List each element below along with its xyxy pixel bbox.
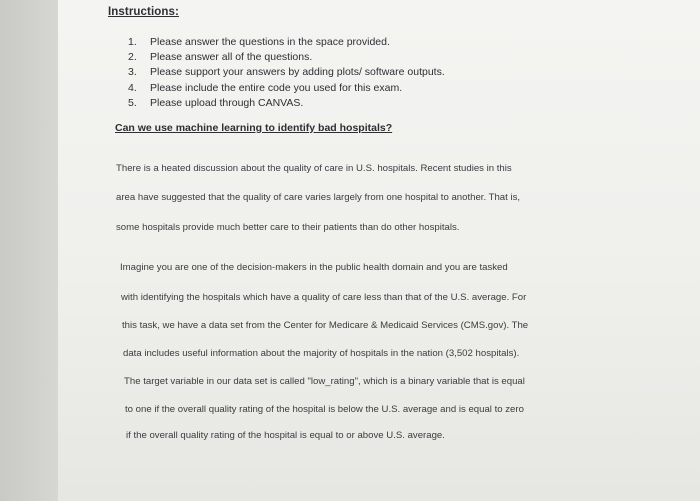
instruction-number: 1. xyxy=(128,36,137,48)
paragraph-line: some hospitals provide much better care to their patients than do other hospitals. xyxy=(116,222,460,233)
paragraph-line: to one if the overall quality rating of the hospital is below the U.S. average and is equal to zero xyxy=(125,404,524,415)
instruction-text: Please answer all of the questions. xyxy=(150,51,313,64)
instruction-number: 2. xyxy=(128,51,137,64)
instruction-text: Please support your answers by adding plots/ software outputs. xyxy=(150,66,445,79)
instruction-text: Please upload through CANVAS. xyxy=(150,96,304,109)
instruction-item xyxy=(128,65,445,80)
instruction-text: Please include the entire code you used for this exam. xyxy=(150,81,403,94)
paragraph-line: data includes useful information about the majority of hospitals in the nation (3,502 hospitals). xyxy=(123,348,520,359)
instructions-list xyxy=(128,35,445,111)
instruction-item xyxy=(128,35,445,50)
instruction-item xyxy=(128,81,445,96)
page-shadow xyxy=(0,0,58,501)
instructions-heading: Instructions: xyxy=(108,6,179,18)
paragraph-line: There is a heated discussion about the quality of care in U.S. hospitals. Recent studies in this xyxy=(116,163,512,174)
paragraph-line: Imagine you are one of the decision-makers in the public health domain and you are tasked xyxy=(120,262,508,273)
paragraph-line: this task, we have a data set from the Center for Medicare & Medicaid Services (CMS.gov). The xyxy=(122,320,529,331)
instruction-number: 3. xyxy=(128,66,137,79)
instruction-number: 4. xyxy=(128,81,137,94)
paragraph-line: if the overall quality rating of the hospital is equal to or above U.S. average. xyxy=(126,430,445,441)
question-title: Can we use machine learning to identify bad hospitals? xyxy=(115,122,393,134)
paragraph-line: area have suggested that the quality of care varies largely from one hospital to another. That is, xyxy=(116,192,521,203)
instruction-number: 5. xyxy=(128,96,137,109)
paragraph-line: The target variable in our data set is called "low_rating", which is a binary variable that is equal xyxy=(124,376,525,387)
instruction-item xyxy=(128,96,445,111)
paragraph-line: with identifying the hospitals which have a quality of care less than that of the U.S. average. For xyxy=(121,292,527,303)
instruction-item xyxy=(128,50,445,65)
instruction-text: Please answer the questions in the space provided. xyxy=(150,36,390,48)
